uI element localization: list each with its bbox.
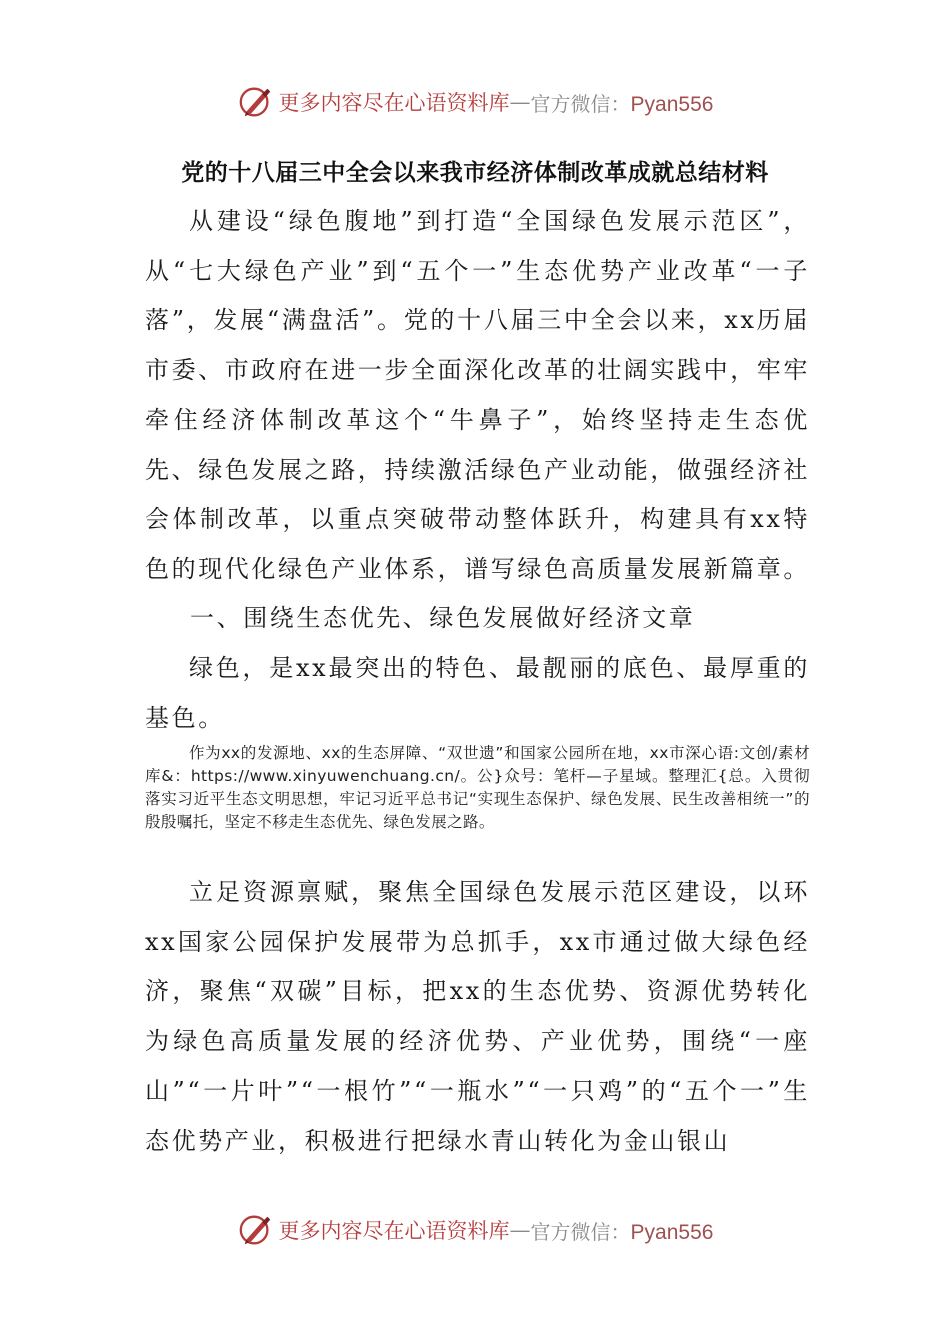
watermark-contact-label: 官方微信： xyxy=(530,91,631,116)
pen-nib-logo-icon xyxy=(237,1211,275,1249)
watermark-contact-id: Pyan556 xyxy=(630,1220,714,1244)
watermark-banner-bottom xyxy=(0,1210,950,1250)
watermark-separator: — xyxy=(509,90,531,114)
paragraph-green: 绿色，是xx最突出的特色、最靓丽的底色、最厚重的基色。 xyxy=(145,654,810,732)
section-heading-1: 一、围绕生态优先、绿色发展做好经济文章 xyxy=(190,604,696,632)
pen-nib-logo-icon xyxy=(237,83,275,121)
paragraph-resources: 立足资源禀赋，聚焦全国绿色发展示范区建设，以环xx国家公园保护发展带为总抓手，xx市通过做大绿色经济，聚焦“双碳”目标，把xx的生态优势、资源优势转化为绿色高质量发展的经济优势、产业优势，围绕“一座山”“一片叶”“一根竹”“一瓶水”“一只鸡”的“五个一”生态优势产业，积极进行把绿水青山转化为金山银山 xyxy=(145,878,810,1155)
document-title: 党的十八届三中全会以来我市经济体制改革成就总结材料 xyxy=(181,160,769,186)
watermark-contact xyxy=(531,88,714,117)
watermark-separator: — xyxy=(509,1218,531,1242)
watermark-text: 更多内容尽在心语资料库 xyxy=(278,1219,510,1243)
watermark-text: 更多内容尽在心语资料库 xyxy=(278,91,510,115)
watermark-contact-id: Pyan556 xyxy=(630,92,714,116)
watermark-contact xyxy=(531,1216,714,1245)
paragraph-small-print: 作为xx的发源地、xx的生态屏障、“双世遗”和国家公园所在地，xx市深心语:文创/素材库&：https://www.xinyuwenchuang.cn/。公}众号：笔杆—子星域。整理汇{总。入贯彻落实习近平生态文明思想，牢记习近平总书记“实现生态保护、绿色发展、民生改善相统一”的殷殷嘱托，坚定不移走生态优先、绿色发展之路。 xyxy=(145,744,810,831)
watermark-banner-top xyxy=(0,82,950,122)
watermark-contact-label: 官方微信： xyxy=(530,1219,631,1244)
paragraph-intro: 从建设“绿色腹地”到打造“全国绿色发展示范区”，从“七大绿色产业”到“五个一”生态优势产业改革“一子落”，发展“满盘活”。党的十八届三中全会以来，xx历届市委、市政府在进一步全面深化改革的壮阔实践中，牢牢牵住经济体制改革这个“牛鼻子”，始终坚持走生态优先、绿色发展之路，持续激活绿色产业动能，做强经济社会体制改革，以重点突破带动整体跃升，构建具有xx特色的现代化绿色产业体系，谱写绿色高质量发展新篇章。 xyxy=(145,207,810,583)
